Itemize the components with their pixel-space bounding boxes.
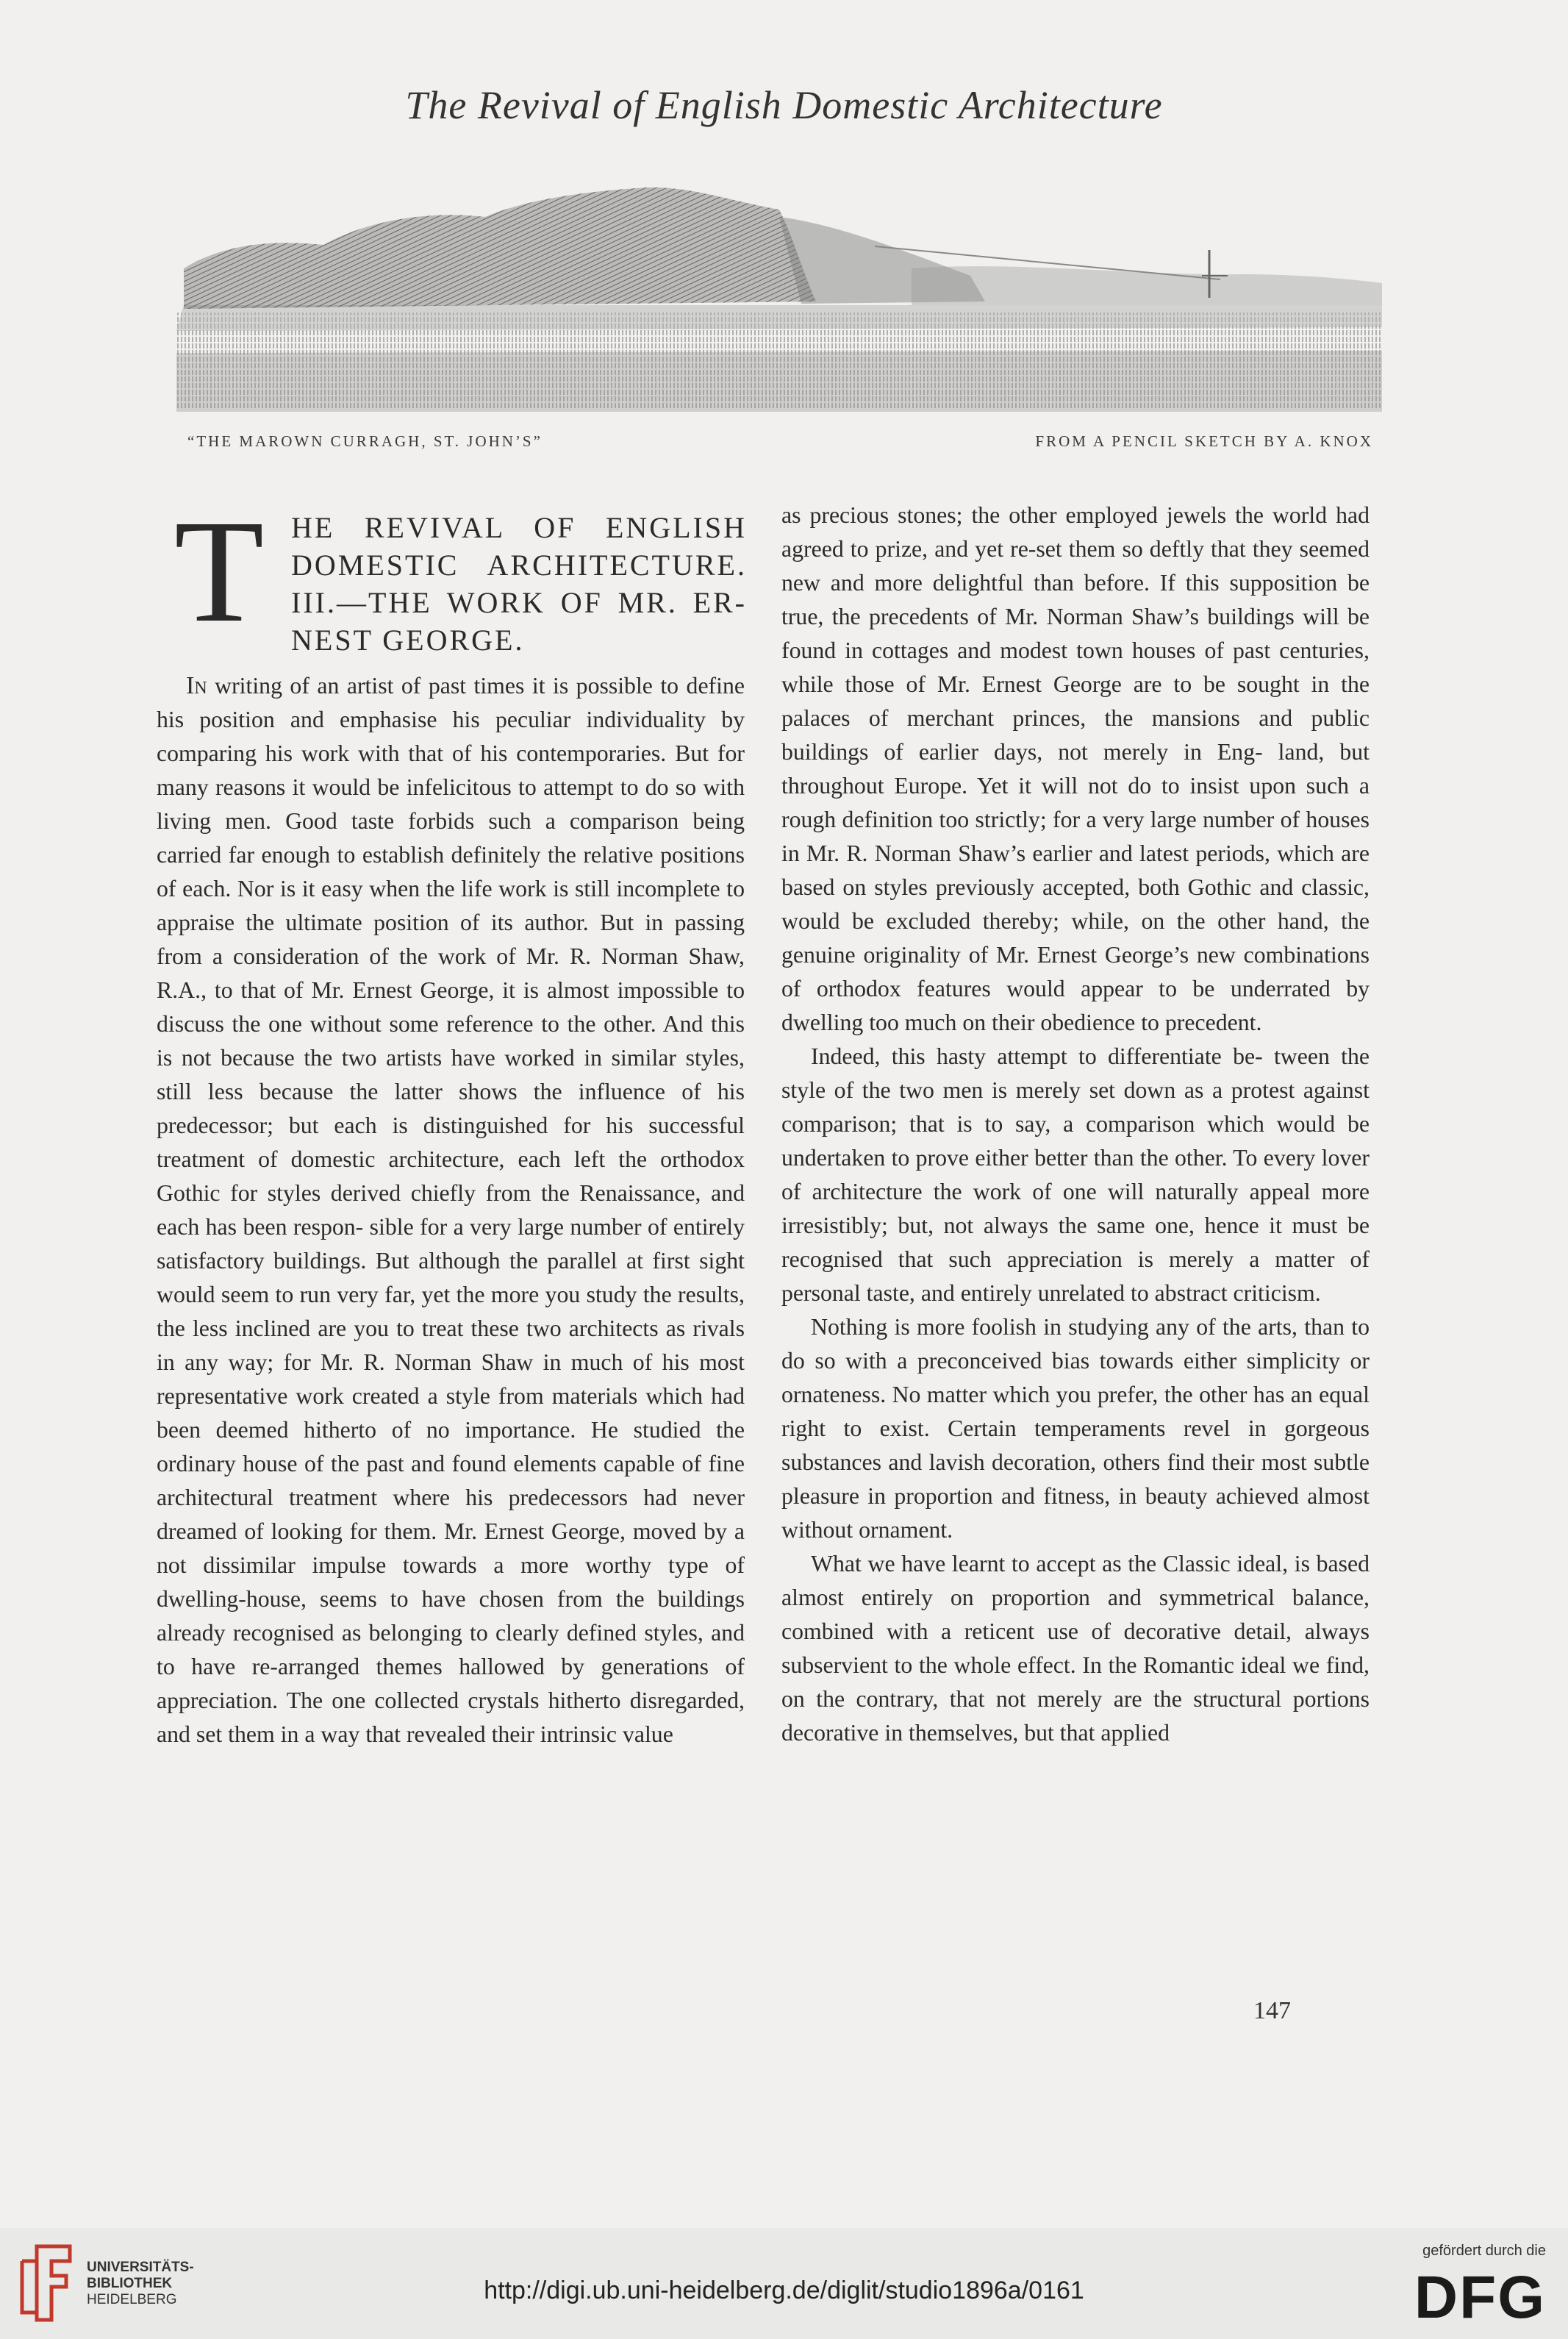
sponsor-text: gefördert durch die [1422, 2243, 1546, 2259]
library-name-line3: HEIDELBERG [87, 2292, 177, 2307]
lead-word: In [186, 672, 207, 699]
paragraph-3: Nothing is more foolish in studying any of the arts, than to do so with a preconceived bias towards either simplicity or ornateness. No matter which you prefer, the other has an equal right to exist. Certain temperaments revel in gorgeous substances and lavish decoration, others find their most subtle pleasure in proportion and fitness, in beauty achieved almost without ornament. [781, 1314, 1370, 1543]
right-column [781, 499, 1370, 1750]
page-number: 147 [1253, 1997, 1291, 2024]
paragraph-2: Indeed, this hasty attempt to differentiate be- tween the style of the two men is merely set down as a protest against comparison; that is to say, a comparison which would be undertaken to prove either better than the other. To every lover of architecture the work of one will naturally appeal more irresistibly; but, not always the same one, hence it must be recognised that such appreciation is merely a matter of personal taste, and entirely unrelated to abstract criticism. [781, 1043, 1370, 1306]
paragraph-4: What we have learnt to accept as the Classic ideal, is based almost entirely on proportion and symmetrical balance, combined with a reticent use of decorative detail, always subservient to the whole effect. In the Romantic ideal we find, on the contrary, that not merely are the structural portions decorative in themselves, but that applied [781, 1551, 1370, 1746]
drop-cap: T [174, 490, 265, 653]
article-heading [157, 490, 747, 669]
illustration-caption-title: “THE MAROWN CURRAGH, ST. JOHN’S” [187, 432, 543, 450]
library-name-line1: UNIVERSITÄTS- [87, 2260, 194, 2275]
pencil-sketch-illustration [176, 158, 1382, 412]
article-title: HE REVIVAL OF ENGLISH DOMESTIC ARCHITECTURE. III.—THE WORK OF MR. ER- NEST GEORGE. [291, 511, 747, 657]
left-column [157, 490, 747, 1751]
paragraph-1-continued: as precious stones; the other employed jewels the world had agreed to prize, and yet re-set them so deftly that they seemed new and more delightful than before. If this supposition be true, the precedents of Mr. Norman Shaw’s buildings will be found in cottages and modest town houses of past centuries, while those of Mr. Ernest George are to be sought in the palaces of merchant princes, the mansions and public buildings of earlier days, not merely in Eng- land, but throughout Europe. Yet it will not do to insist upon such a rough definition too strictly; for a very large number of houses in Mr. R. Norman Shaw’s earlier and latest periods, which are based on styles previously accepted, both Gothic and classic, would be excluded thereby; while, on the other hand, the genuine originality of Mr. Ernest George’s new combinations of orthodox features would appear to be underrated by dwelling too much on their obedience to precedent. [781, 502, 1370, 1035]
running-title: The Revival of English Domestic Architecture [405, 83, 1163, 127]
dfg-logo: DFG [1414, 2264, 1546, 2331]
paragraph-1 [157, 669, 745, 1751]
digitization-footer [0, 2228, 1568, 2339]
illustration-caption-credit: FROM A PENCIL SKETCH BY A. KNOX [1035, 432, 1373, 450]
paragraph-1-text: writing of an artist of past times it is possible to define his position and emphasise his peculiar individuality by comparing his work with that of his contemporaries. But for many reasons it would be infelicitous to attempt to do so with living men. Good taste forbids such a comparison being carried far enough to establish definitely the relative positions of each. Nor is it easy when the life work is still incomplete to appraise the ultimate position of its author. But in passing from a consideration of the work of Mr. R. Norman Shaw, R.A., to that of Mr. Ernest George, it is almost impossible to discuss the one without some reference to the other. And this is not because the two artists have worked in similar styles, still less because the latter shows the influence of his predecessor; but each is distinguished for his successful treatment of domestic architecture, each left the orthodox Gothic for styles derived chiefly from the Renaissance, and each has been respon- sible for a very large number of entirely satisfactory buildings. But although the parallel at first sight would seem to run very far, yet the more you study the results, the less inclined are you to treat these two architects as rivals in any way; for Mr. R. Norman Shaw in much of his most representative work created a style from materials which had been deemed hitherto of no importance. He studied the ordinary house of the past and found elements capable of fine architectural treatment where his predecessors had never dreamed of looking for them. Mr. Ernest George, moved by a not dissimilar impulse towards a more worthy type of dwelling-house, seems to have chosen from the buildings already recognised as belonging to clearly defined styles, and to have re-arranged themes hallowed by generations of appreciation. The one collected crystals hitherto disregarded, and set them in a way that revealed their intrinsic value [157, 673, 745, 1747]
source-url-link[interactable]: http://digi.ub.uni-heidelberg.de/diglit/studio1896a/0161 [484, 2276, 1084, 2304]
library-name-line2: BIBLIOTHEK [87, 2276, 173, 2291]
